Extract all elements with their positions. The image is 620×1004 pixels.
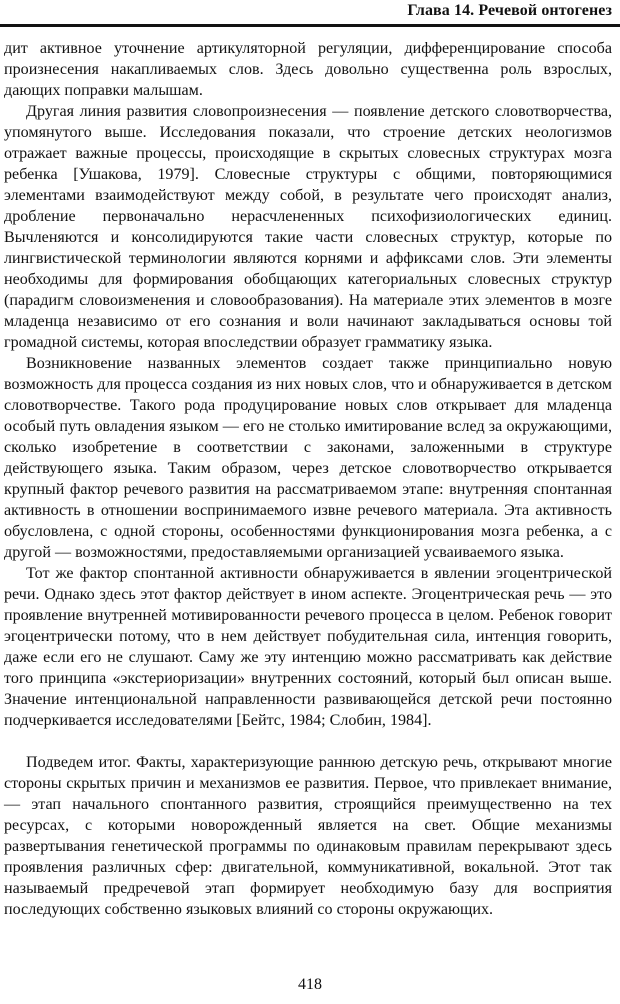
paragraph-continued: дит активное уточнение артикуляторной регуляции, дифференцирование способа произнесения накапливаемых слов. Здесь довольно существенна роль взрослых, дающих поправки малышам. (4, 40, 612, 99)
header-rule (0, 24, 620, 27)
paragraph: Возникновение названных элементов создает также принципиально новую возможность для процесса создания из них новых слов, что и обнаруживается в детском словотворчестве. Такого рода продуцирование новых слов открывает для младенца особый путь овладения языком — его не столько имитирование вслед за окружающими, сколько изобретение в соответствии с законами, заложенными в структуре действующего языка. Таким образом, через детское словотворчество открывается крупный фактор речевого развития на рассматриваемом этапе: внутренняя спонтанная активность в отношении воспринимаемого извне речевого материала. Эта активность обусловлена, с одной стороны, особенностями функционирования мозга ребенка, а с другой — возможностями, предоставляемыми организацией усваиваемого языка. (4, 355, 612, 561)
paragraph-summary: Подведем итог. Факты, характеризующие раннюю детскую речь, открывают многие стороны скрытых причин и механизмов ее развития. Первое, что привлекает внимание, — этап начального спонтанного развития, строящийся преимущественно на тех ресурсах, с которыми новорожденный является на свет. Общие механизмы развертывания генетической программы по одинаковым правилам перекрывают здесь проявления различных сфер: двигательной, коммуникативной, вокальной. Этот так называемый предречевой этап формирует необходимую базу для восприятия последующих собственно языковых влияний со стороны окружающих. (4, 754, 612, 918)
page-number: 418 (298, 976, 322, 993)
running-head: Глава 14. Речевой онтогенез (407, 2, 612, 19)
body-text (4, 38, 612, 920)
paragraph: Другая линия развития словопроизнесения — появление детского словотворчества, упомянутого выше. Исследования показали, что строение детских неологизмов отражает важные процессы, происходящие в скрытых словесных структурах мозга ребенка [Ушакова, 1979]. Словесные структуры с общими, повторяющимися элементами взаимодействуют между собой, в результате чего происходят анализ, дробление первоначально нерасчлененных психофизиологических единиц. Вычленяются и консолидируются такие части словесных структур, которые по лингвистической терминологии являются корнями и аффиксами слов. Эти элементы необходимы для формирования обобщающих категориальных словесных структур (парадигм словоизменения и словообразования). На материале этих элементов в мозге младенца независимо от его сознания и воли начинают закладываться основы той громадной системы, которая впоследствии образует грамматику языка. (4, 103, 612, 351)
paragraph: Тот же фактор спонтанной активности обнаруживается в явлении эгоцентрической речи. Однако здесь этот фактор действует в ином аспекте. Эгоцентрическая речь — это проявление внутренней мотивированности речевого процесса в целом. Ребенок говорит эгоцентрически потому, что в нем действует побудительная сила, интенция говорить, даже если его не слушают. Саму же эту интенцию можно рассматривать как действие того принципа «экстериоризации» внутренних состояний, который был описан выше. Значение интенциональной направленности развивающейся детской речи постоянно подчеркивается исследователями [Бейтс, 1984; Слобин, 1984]. (4, 565, 612, 729)
